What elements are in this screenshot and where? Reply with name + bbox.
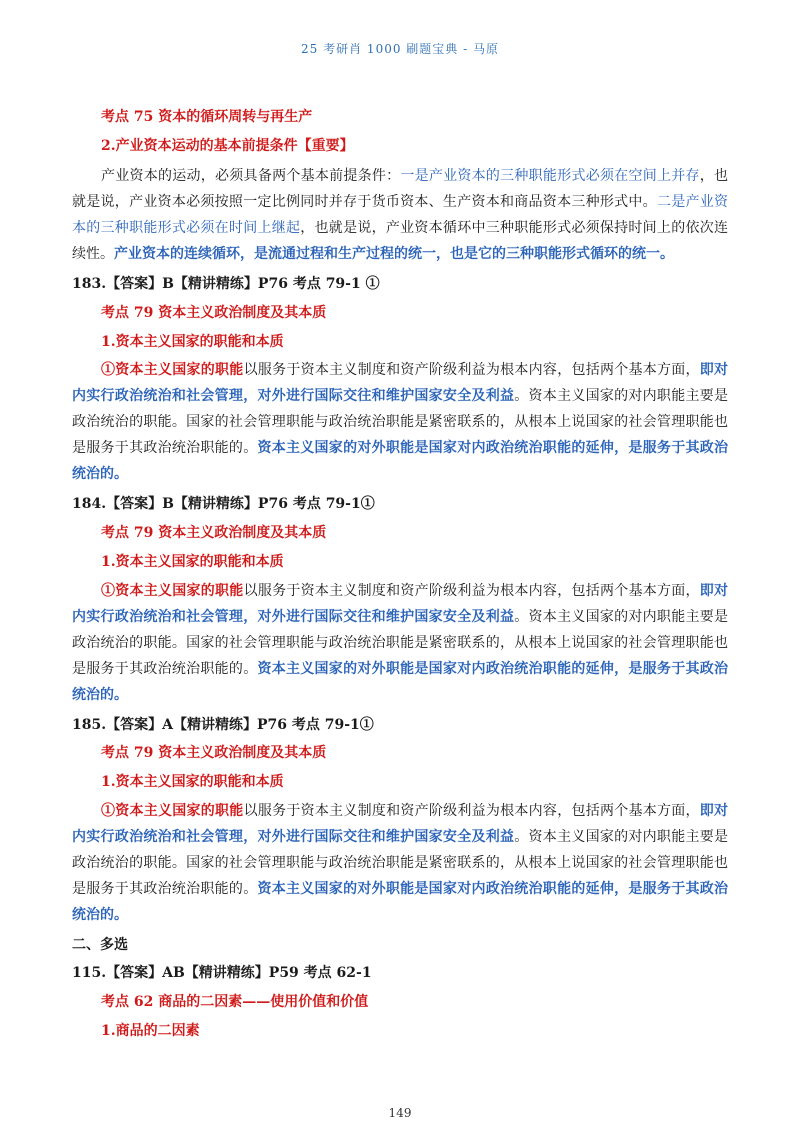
topic-title: 考点 79 资本主义政治制度及其本质 [101,305,327,322]
highlight: 即对内实行政治统治和社会管理，对外进行国际交往和维护国家安全及利益 [72,362,729,405]
highlight: 即对内实行政治统治和社会管理，对外进行国际交往和维护国家安全及利益 [72,802,729,845]
highlight: ①资本主义国家的职能 [101,362,244,379]
subtopic-title: 1.资本主义国家的职能和本质 [101,553,284,570]
topic-title: 考点 79 资本主义政治制度及其本质 [101,525,327,542]
highlight: 资本主义国家的对外职能是国家对内政治统治职能的延伸，是服务于其政治统治的。 [72,660,729,703]
paragraph: 产业资本的运动，必须具备两个基本前提条件：一是产业资本的三种职能形式必须在空间上并存，也就是说，产业资本必须按照一定比例同时并存于货币资本、生产资本和商品资本三种形式中。二是产业资本的三种职能形式必须在时间上继起，也就是说，产业资本循环中三种职能形式必须保持时间上的依次连续性。产业资本的连续循环，是流通过程和生产过程的统一，也是它的三种职能形式循环的统一。 [72,168,729,263]
paragraph: ①资本主义国家的职能以服务于资本主义制度和资产阶级利益为根本内容，包括两个基本方面，即对内实行政治统治和社会管理，对外进行国际交往和维护国家安全及利益。资本主义国家的对内职能主要是政治统治的职能。国家的社会管理职能与政治统治职能是紧密联系的，从根本上说国家的社会管理职能也是服务于其政治统治职能的。资本主义国家的对外职能是国家对内政治统治职能的延伸，是服务于其政治统治的。 [72,802,729,923]
answer-line: 184.【答案】B【精讲精练】P76 考点 79-1① [72,496,375,513]
page-content [72,106,728,1042]
highlight: 即对内实行政治统治和社会管理，对外进行国际交往和维护国家安全及利益 [72,582,729,625]
page-header: 25 考研肖 1000 刷题宝典 - 马原 [301,42,499,56]
highlight: 产业资本的连续循环，是流通过程和生产过程的统一，也是它的三种职能形式循环的统一。 [114,246,674,263]
highlight: 一是产业资本的三种职能形式必须在空间上并存 [400,168,700,185]
section-heading: 二、多选 [72,936,128,953]
highlight: 二是产业资本的三种职能形式必须在时间上继起 [72,194,729,237]
subtopic-title: 1.资本主义国家的职能和本质 [101,773,284,790]
paragraph: ①资本主义国家的职能以服务于资本主义制度和资产阶级利益为根本内容，包括两个基本方面，即对内实行政治统治和社会管理，对外进行国际交往和维护国家安全及利益。资本主义国家的对内职能主要是政治统治的职能。国家的社会管理职能与政治统治职能是紧密联系的，从根本上说国家的社会管理职能也是服务于其政治统治职能的。资本主义国家的对外职能是国家对内政治统治职能的延伸，是服务于其政治统治的。 [72,582,729,703]
highlight: 资本主义国家的对外职能是国家对内政治统治职能的延伸，是服务于其政治统治的。 [72,440,729,483]
page-number: 149 [388,1106,412,1120]
paragraph: ①资本主义国家的职能以服务于资本主义制度和资产阶级利益为根本内容，包括两个基本方面，即对内实行政治统治和社会管理，对外进行国际交往和维护国家安全及利益。资本主义国家的对内职能主要是政治统治的职能。国家的社会管理职能与政治统治职能是紧密联系的，从根本上说国家的社会管理职能也是服务于其政治统治职能的。资本主义国家的对外职能是国家对内政治统治职能的延伸，是服务于其政治统治的。 [72,362,729,483]
subtopic-title: 2.产业资本运动的基本前提条件【重要】 [101,137,354,154]
highlight: 资本主义国家的对外职能是国家对内政治统治职能的延伸，是服务于其政治统治的。 [72,880,729,923]
answer-line: 183.【答案】B【精讲精练】P76 考点 79-1 ① [72,276,380,293]
answer-line: 185.【答案】A【精讲精练】P76 考点 79-1① [72,716,374,733]
highlight: ①资本主义国家的职能 [101,802,244,819]
subtopic-title: 1.商品的二因素 [101,1022,200,1039]
answer-line: 115.【答案】AB【精讲精练】P59 考点 62-1 [72,965,372,982]
topic-title: 考点 62 商品的二因素——使用价值和价值 [101,993,369,1010]
topic-title: 考点 79 资本主义政治制度及其本质 [101,745,327,762]
subtopic-title: 1.资本主义国家的职能和本质 [101,333,284,350]
highlight: ①资本主义国家的职能 [101,582,244,599]
topic-title: 考点 75 资本的循环周转与再生产 [101,109,313,125]
